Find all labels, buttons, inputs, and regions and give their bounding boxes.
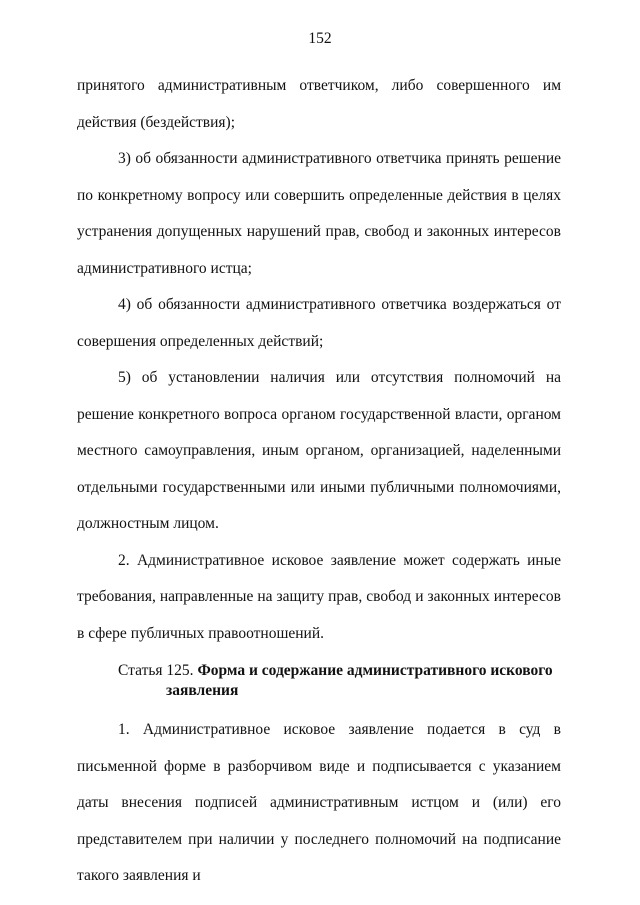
article-title-line1: Форма и содержание административного искового	[197, 662, 553, 679]
paragraph-item-3: 3) об обязанности административного ответчика принять решение по конкретному вопросу или совершить определенные действия в целях устранения допущенных нарушений прав, свобод и законных интересов административного истца;	[77, 150, 561, 277]
paragraph-article-part-1: 1. Административное исковое заявление подается в суд в письменной форме в разборчивом виде и подписывается с указанием даты внесения подписей административным истцом и (или) его представителем при наличии у последнего полномочий на подписание такого заявления и	[77, 721, 561, 884]
paragraph-part-2: 2. Административное исковое заявление может содержать иные требования, направленные на защиту прав, свобод и законных интересов в сфере публичных правоотношений.	[77, 551, 561, 642]
paragraph-item-5: 5) об установлении наличия или отсутствия полномочий на решение конкретного вопроса органом государственной власти, органом местного самоуправления, иным органом, организацией, наделенными отдельными государственными или иными публичными полномочиями, должностным лицом.	[77, 369, 561, 532]
article-title-line2: заявления	[166, 682, 239, 699]
article-heading	[77, 661, 561, 701]
document-body	[77, 68, 561, 895]
article-label: Статья 125.	[118, 662, 194, 679]
page-number: 152	[308, 30, 332, 47]
paragraph-continuation: принятого административным ответчиком, либо совершенного им действия (бездействия);	[77, 77, 561, 131]
paragraph-item-4: 4) об обязанности административного ответчика воздержаться от совершения определенных действий;	[77, 296, 561, 350]
